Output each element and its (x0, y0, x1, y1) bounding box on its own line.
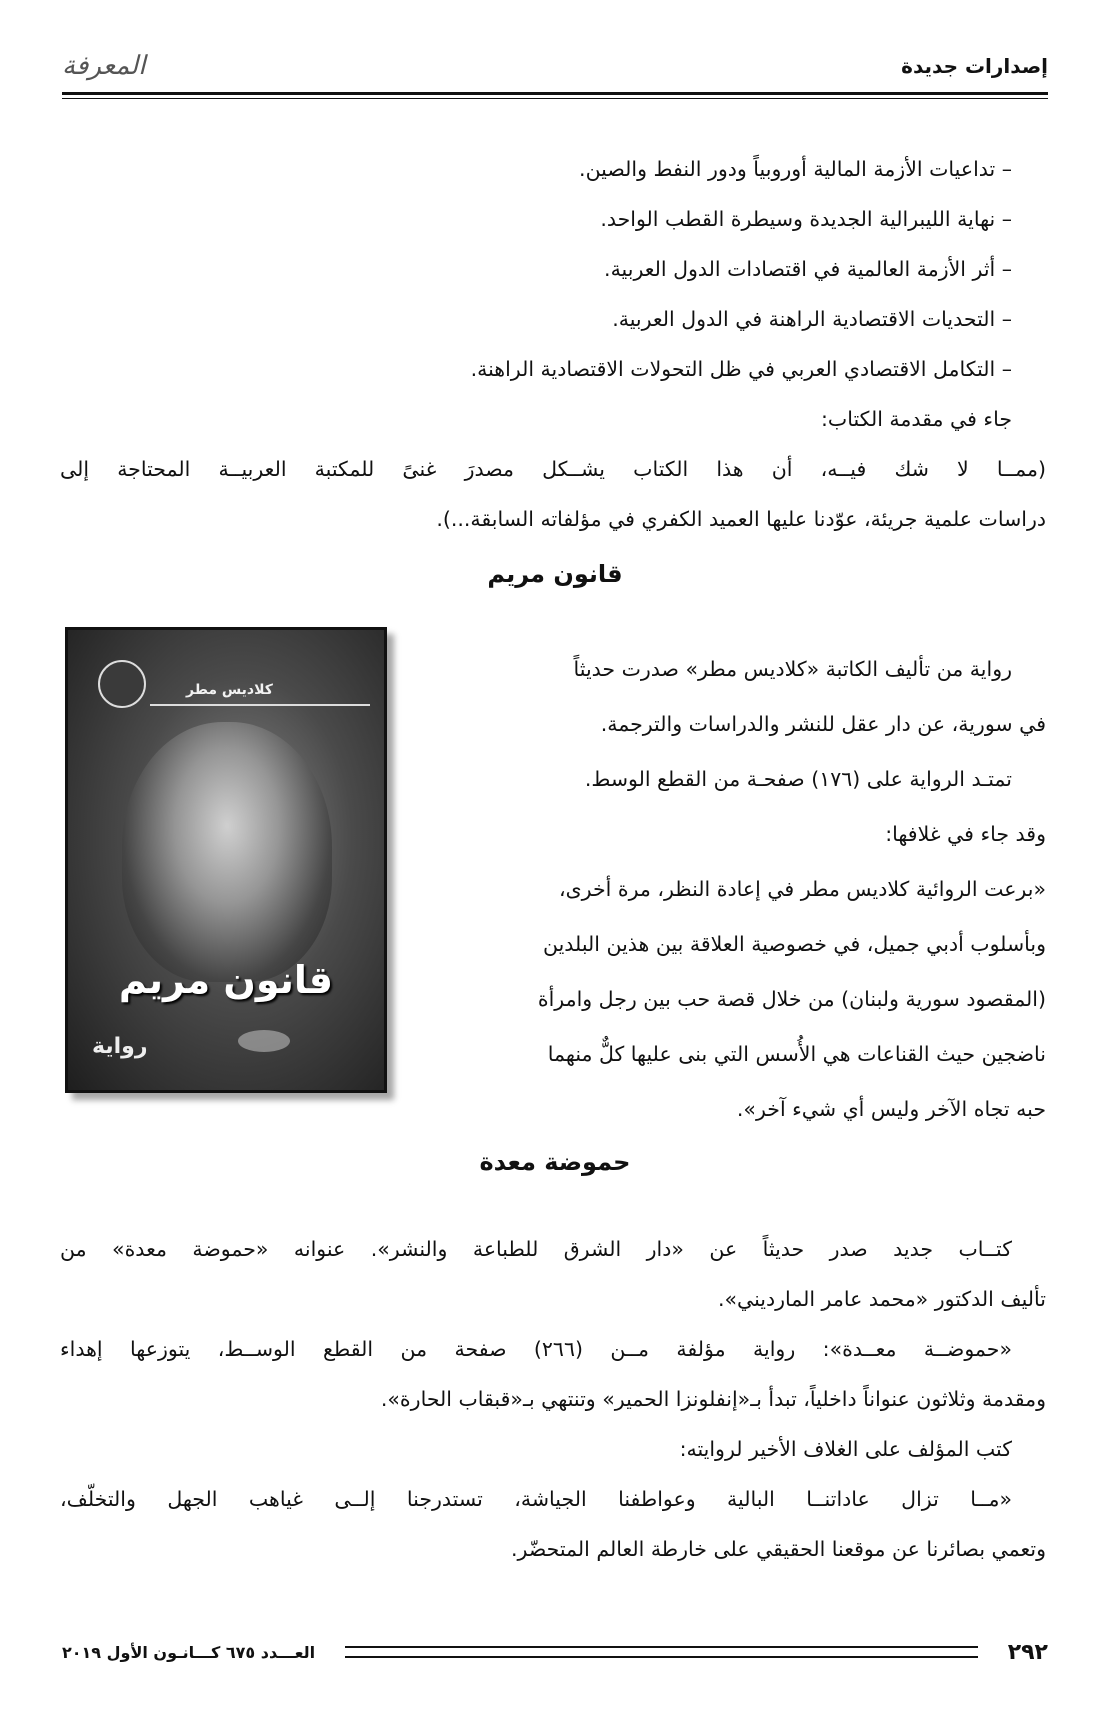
page-footer (62, 1637, 1048, 1667)
paragraph-line: كتــاب جديد صدر حديثاً عن «دار الشرق للطباعة والنشر». عنوانه «حموضة معدة» من (60, 1237, 1012, 1261)
paragraph-line: (المقصود سورية ولبنان) من خلال قصة حب بين رجل وامرأة (537, 987, 1046, 1011)
page-header (62, 44, 1048, 88)
paragraph-line: «مــا تزال عاداتنــا البالية وعواطفنا الجياشة، تستدرجنا إلــى غياهب الجهل والتخلّف، (60, 1487, 1012, 1511)
paragraph-line: وتعمي بصائرنا عن موقعنا الحقيقي على خارطة العالم المتحضّر. (511, 1537, 1046, 1561)
paragraph-line: ناضجين حيث القناعات هي الأُسس التي بنى عليها كلٌّ منهما (547, 1042, 1046, 1066)
section-title-humudat-maida: حموضة معدة (479, 1148, 631, 1176)
book-cover-image (65, 627, 387, 1093)
list-item: – أثر الأزمة العالمية في اقتصادات الدول العربية. (604, 257, 1012, 281)
list-item: – التحديات الاقتصادية الراهنة في الدول العربية. (612, 307, 1012, 331)
header-rule-thin (62, 98, 1048, 99)
intro-paragraph (60, 394, 1046, 544)
paragraph-line: ومقدمة وثلاثون عنواناً داخلياً، تبدأ بـ«إنفلونزا الحمير» وتنتهي بـ«قبقاب الحارة». (380, 1387, 1046, 1411)
issue-label: العـــدد ٦٧٥ كـــانـون الأول ٢٠١٩ (62, 1642, 316, 1662)
paragraph-line: «حموضــة معــدة»: رواية مؤلفة مــن (٢٦٦) صفحة من القطع الوســط، يتوزعها إهداء (60, 1337, 1012, 1361)
list-item: – تداعيات الأزمة المالية أوروبياً ودور النفط والصين. (579, 157, 1012, 181)
paragraph-line: رواية من تأليف الكاتبة «كلاديس مطر» صدرت حديثاً (573, 657, 1012, 681)
cover-divider (150, 704, 370, 706)
magazine-logo: المعرفة (62, 51, 146, 81)
paragraph-line: تمتـد الرواية على (١٧٦) صفحـة من القطع الوسط. (584, 767, 1012, 791)
section-title-qanun-maryam: قانون مريم (487, 560, 623, 588)
book-description (60, 1224, 1046, 1574)
intro-quote-line: (ممــا لا شك فيــه، أن هذا الكتاب يشــكل مصدرَ غنىً للمكتبة العربيــة المحتاجة إلى (60, 457, 1046, 481)
paragraph-line: وبأسلوب أدبي جميل، في خصوصية العلاقة بين هذين البلدين (542, 932, 1046, 956)
paragraph-line: في سورية، عن دار عقل للنشر والدراسات والترجمة. (600, 712, 1046, 736)
paragraph-line: تأليف الدكتور «محمد عامر المارديني». (717, 1287, 1046, 1311)
cover-genre: رواية (92, 1034, 148, 1059)
publisher-logo-icon (238, 1030, 290, 1052)
novel-description (414, 642, 1046, 1137)
list-item: – نهاية الليبرالية الجديدة وسيطرة القطب الواحد. (600, 207, 1012, 231)
publisher-emblem-icon (98, 660, 146, 708)
header-rule-thick (62, 92, 1048, 95)
list-item: – التكامل الاقتصادي العربي في ظل التحولات الاقتصادية الراهنة. (470, 357, 1012, 381)
cover-author: كلاديس مطر (186, 682, 273, 698)
topics-list (60, 144, 1046, 394)
paragraph-line: وقد جاء في غلافها: (885, 822, 1046, 846)
cover-title: قانون مريم (118, 958, 334, 1002)
paragraph-line: حبه تجاه الآخر وليس أي شيء آخر». (736, 1097, 1046, 1121)
paragraph-line: كتب المؤلف على الغلاف الأخير لروايته: (679, 1437, 1012, 1461)
cover-portrait (122, 722, 332, 982)
intro-lead: جاء في مقدمة الكتاب: (821, 407, 1012, 431)
footer-rule (345, 1646, 978, 1658)
section-label: إصدارات جديدة (901, 54, 1048, 78)
paragraph-line: «برعت الروائية كلاديس مطر في إعادة النظر، مرة أخرى، (558, 877, 1046, 901)
intro-quote-line: دراسات علمية جريئة، عوّدنا عليها العميد الكفري في مؤلفاته السابقة...). (436, 507, 1046, 531)
page-number: ٢٩٢ (1007, 1639, 1048, 1665)
